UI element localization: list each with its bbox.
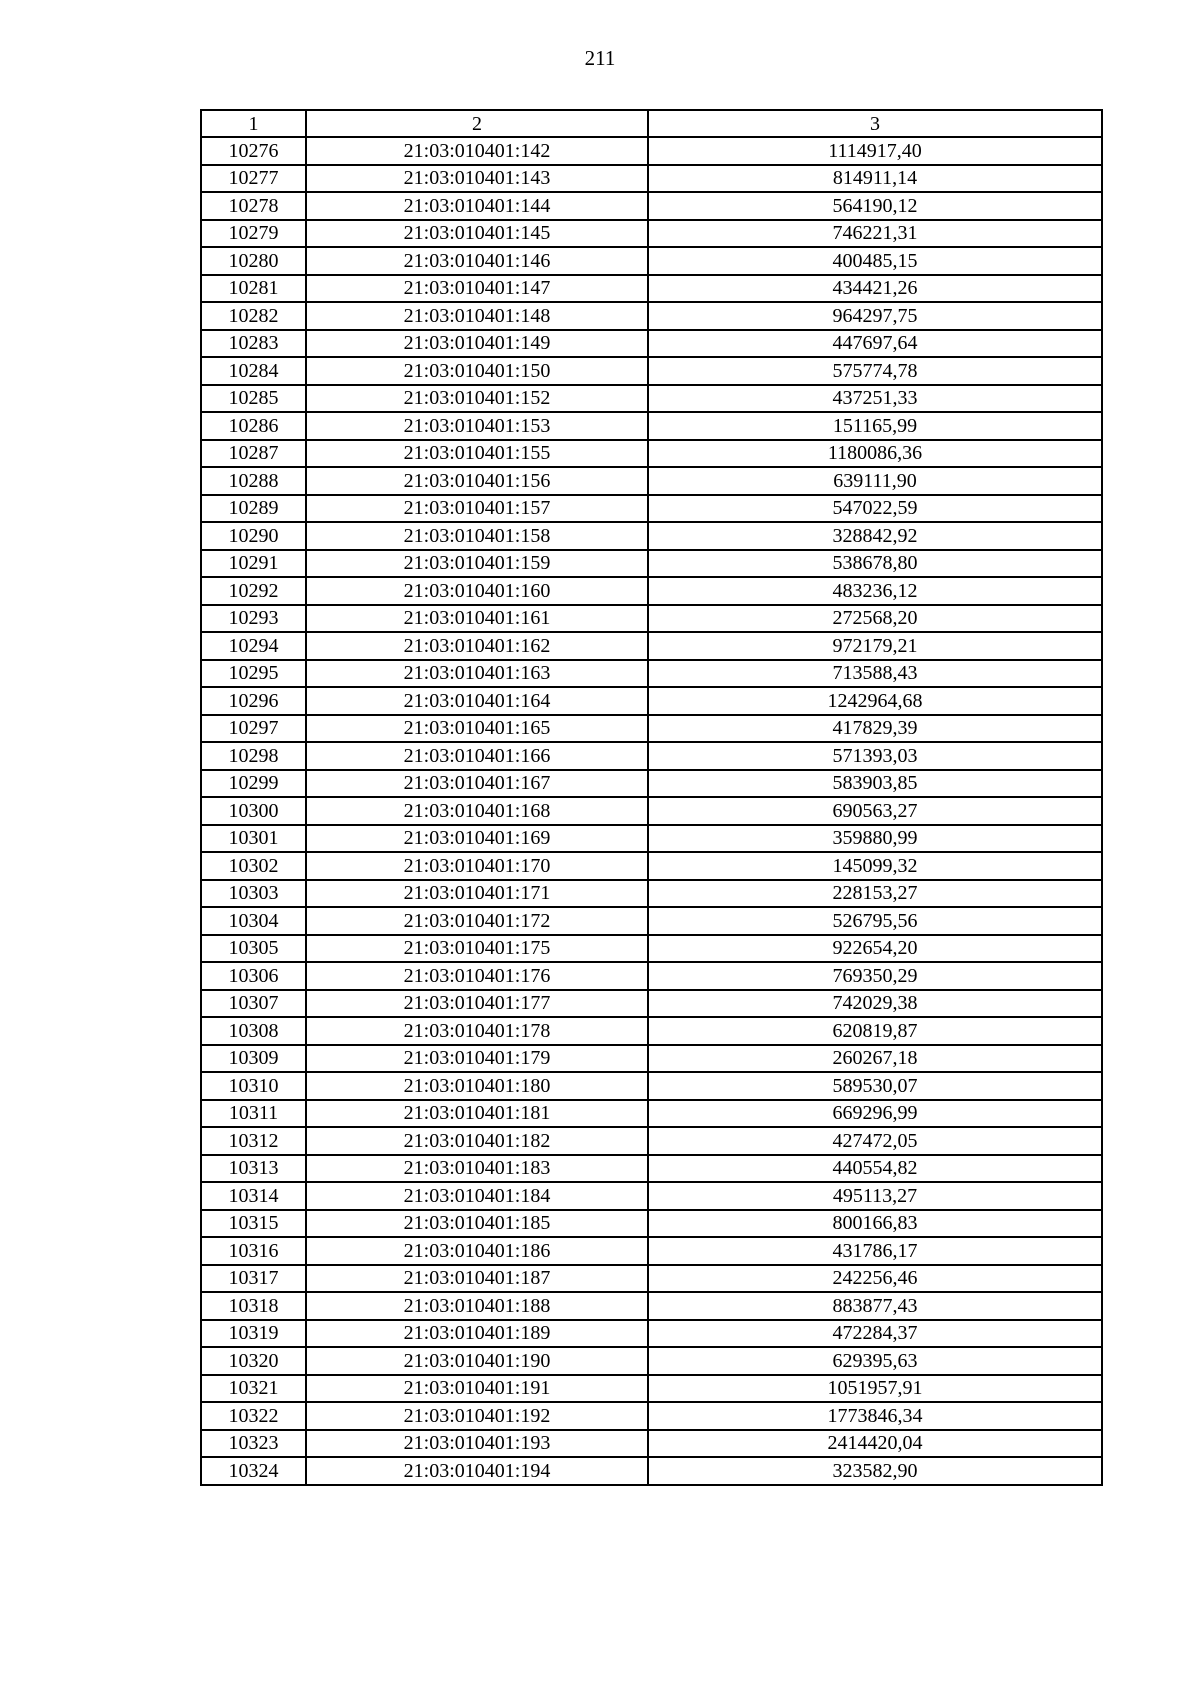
table-row — [201, 1017, 1102, 1045]
table-row — [201, 357, 1102, 385]
row-number-cell: 10283 — [201, 330, 306, 358]
value-cell: 1114917,40 — [648, 137, 1102, 165]
table-row — [201, 1265, 1102, 1293]
value-cell: 483236,12 — [648, 577, 1102, 605]
table-row — [201, 165, 1102, 193]
cadastral-number-cell: 21:03:010401:168 — [306, 797, 648, 825]
row-number-cell: 10280 — [201, 247, 306, 275]
row-number-cell: 10299 — [201, 770, 306, 798]
value-cell: 2414420,04 — [648, 1430, 1102, 1458]
value-cell: 972179,21 — [648, 632, 1102, 660]
cadastral-number-cell: 21:03:010401:146 — [306, 247, 648, 275]
cadastral-number-cell: 21:03:010401:176 — [306, 962, 648, 990]
table-row — [201, 440, 1102, 468]
table-row — [201, 1045, 1102, 1073]
row-number-cell: 10278 — [201, 192, 306, 220]
cadastral-number-cell: 21:03:010401:186 — [306, 1237, 648, 1265]
value-cell: 564190,12 — [648, 192, 1102, 220]
cadastral-number-cell: 21:03:010401:192 — [306, 1402, 648, 1430]
row-number-cell: 10312 — [201, 1127, 306, 1155]
cadastral-number-cell: 21:03:010401:167 — [306, 770, 648, 798]
value-cell: 1051957,91 — [648, 1375, 1102, 1403]
cadastral-number-cell: 21:03:010401:190 — [306, 1347, 648, 1375]
value-cell: 323582,90 — [648, 1457, 1102, 1485]
cadastral-number-cell: 21:03:010401:166 — [306, 742, 648, 770]
value-cell: 746221,31 — [648, 220, 1102, 248]
value-cell: 571393,03 — [648, 742, 1102, 770]
value-cell: 769350,29 — [648, 962, 1102, 990]
table-row — [201, 495, 1102, 523]
value-cell: 639111,90 — [648, 467, 1102, 495]
cadastral-number-cell: 21:03:010401:193 — [306, 1430, 648, 1458]
value-cell: 620819,87 — [648, 1017, 1102, 1045]
table-row — [201, 275, 1102, 303]
row-number-cell: 10295 — [201, 660, 306, 688]
table-row — [201, 1292, 1102, 1320]
table-row — [201, 797, 1102, 825]
value-cell: 800166,83 — [648, 1210, 1102, 1238]
cadastral-number-cell: 21:03:010401:171 — [306, 880, 648, 908]
row-number-cell: 10288 — [201, 467, 306, 495]
value-cell: 583903,85 — [648, 770, 1102, 798]
row-number-cell: 10311 — [201, 1100, 306, 1128]
table-row — [201, 1210, 1102, 1238]
table-row — [201, 660, 1102, 688]
cadastral-number-cell: 21:03:010401:177 — [306, 990, 648, 1018]
row-number-cell: 10286 — [201, 412, 306, 440]
table-row — [201, 1347, 1102, 1375]
table-row — [201, 522, 1102, 550]
table-row — [201, 412, 1102, 440]
value-cell: 629395,63 — [648, 1347, 1102, 1375]
value-cell: 538678,80 — [648, 550, 1102, 578]
table-row — [201, 1155, 1102, 1183]
value-cell: 440554,82 — [648, 1155, 1102, 1183]
table-row — [201, 742, 1102, 770]
value-cell: 575774,78 — [648, 357, 1102, 385]
table-row — [201, 1375, 1102, 1403]
row-number-cell: 10302 — [201, 852, 306, 880]
table-row — [201, 1072, 1102, 1100]
row-number-cell: 10303 — [201, 880, 306, 908]
cadastral-number-cell: 21:03:010401:179 — [306, 1045, 648, 1073]
value-cell: 145099,32 — [648, 852, 1102, 880]
value-cell: 434421,26 — [648, 275, 1102, 303]
cadastral-number-cell: 21:03:010401:153 — [306, 412, 648, 440]
table-row — [201, 1237, 1102, 1265]
value-cell: 1773846,34 — [648, 1402, 1102, 1430]
row-number-cell: 10305 — [201, 935, 306, 963]
row-number-cell: 10279 — [201, 220, 306, 248]
value-cell: 589530,07 — [648, 1072, 1102, 1100]
cadastral-number-cell: 21:03:010401:165 — [306, 715, 648, 743]
cadastral-number-cell: 21:03:010401:183 — [306, 1155, 648, 1183]
row-number-cell: 10314 — [201, 1182, 306, 1210]
cadastral-number-cell: 21:03:010401:182 — [306, 1127, 648, 1155]
value-cell: 427472,05 — [648, 1127, 1102, 1155]
value-cell: 359880,99 — [648, 825, 1102, 853]
row-number-cell: 10308 — [201, 1017, 306, 1045]
row-number-cell: 10316 — [201, 1237, 306, 1265]
row-number-cell: 10277 — [201, 165, 306, 193]
cadastral-number-cell: 21:03:010401:142 — [306, 137, 648, 165]
value-cell: 447697,64 — [648, 330, 1102, 358]
table-row — [201, 550, 1102, 578]
row-number-cell: 10290 — [201, 522, 306, 550]
cadastral-number-cell: 21:03:010401:161 — [306, 605, 648, 633]
table-row — [201, 1100, 1102, 1128]
table-body — [201, 110, 1102, 1485]
row-number-cell: 10319 — [201, 1320, 306, 1348]
row-number-cell: 10313 — [201, 1155, 306, 1183]
cadastral-number-cell: 21:03:010401:149 — [306, 330, 648, 358]
row-number-cell: 10304 — [201, 907, 306, 935]
cadastral-number-cell: 21:03:010401:170 — [306, 852, 648, 880]
value-cell: 547022,59 — [648, 495, 1102, 523]
cadastral-number-cell: 21:03:010401:184 — [306, 1182, 648, 1210]
value-cell: 260267,18 — [648, 1045, 1102, 1073]
table-row — [201, 1457, 1102, 1485]
row-number-cell: 10287 — [201, 440, 306, 468]
value-cell: 242256,46 — [648, 1265, 1102, 1293]
value-cell: 495113,27 — [648, 1182, 1102, 1210]
cadastral-number-cell: 21:03:010401:180 — [306, 1072, 648, 1100]
table-row — [201, 1430, 1102, 1458]
table-row — [201, 907, 1102, 935]
cadastral-number-cell: 21:03:010401:187 — [306, 1265, 648, 1293]
value-cell: 1180086,36 — [648, 440, 1102, 468]
row-number-cell: 10293 — [201, 605, 306, 633]
table-row — [201, 632, 1102, 660]
table-row — [201, 192, 1102, 220]
table-row — [201, 302, 1102, 330]
table-row — [201, 605, 1102, 633]
row-number-cell: 10297 — [201, 715, 306, 743]
row-number-cell: 10298 — [201, 742, 306, 770]
table-header-row — [201, 110, 1102, 137]
cadastral-number-cell: 21:03:010401:162 — [306, 632, 648, 660]
column-header-2: 2 — [306, 110, 648, 137]
table-row — [201, 137, 1102, 165]
cadastral-number-cell: 21:03:010401:185 — [306, 1210, 648, 1238]
row-number-cell: 10296 — [201, 687, 306, 715]
data-table — [200, 109, 1103, 1486]
cadastral-number-cell: 21:03:010401:163 — [306, 660, 648, 688]
value-cell: 713588,43 — [648, 660, 1102, 688]
cadastral-number-cell: 21:03:010401:150 — [306, 357, 648, 385]
cadastral-number-cell: 21:03:010401:158 — [306, 522, 648, 550]
value-cell: 328842,92 — [648, 522, 1102, 550]
cadastral-number-cell: 21:03:010401:152 — [306, 385, 648, 413]
page-number: 211 — [584, 46, 616, 70]
table-row — [201, 1127, 1102, 1155]
value-cell: 228153,27 — [648, 880, 1102, 908]
value-cell: 526795,56 — [648, 907, 1102, 935]
row-number-cell: 10291 — [201, 550, 306, 578]
value-cell: 437251,33 — [648, 385, 1102, 413]
value-cell: 417829,39 — [648, 715, 1102, 743]
row-number-cell: 10285 — [201, 385, 306, 413]
value-cell: 964297,75 — [648, 302, 1102, 330]
table-row — [201, 770, 1102, 798]
row-number-cell: 10323 — [201, 1430, 306, 1458]
column-header-3: 3 — [648, 110, 1102, 137]
table-row — [201, 687, 1102, 715]
value-cell: 883877,43 — [648, 1292, 1102, 1320]
row-number-cell: 10289 — [201, 495, 306, 523]
cadastral-number-cell: 21:03:010401:172 — [306, 907, 648, 935]
row-number-cell: 10300 — [201, 797, 306, 825]
row-number-cell: 10322 — [201, 1402, 306, 1430]
table-row — [201, 247, 1102, 275]
cadastral-number-cell: 21:03:010401:178 — [306, 1017, 648, 1045]
value-cell: 742029,38 — [648, 990, 1102, 1018]
cadastral-number-cell: 21:03:010401:156 — [306, 467, 648, 495]
row-number-cell: 10306 — [201, 962, 306, 990]
table-row — [201, 467, 1102, 495]
row-number-cell: 10310 — [201, 1072, 306, 1100]
cadastral-number-cell: 21:03:010401:157 — [306, 495, 648, 523]
value-cell: 400485,15 — [648, 247, 1102, 275]
value-cell: 814911,14 — [648, 165, 1102, 193]
row-number-cell: 10321 — [201, 1375, 306, 1403]
table-row — [201, 852, 1102, 880]
value-cell: 272568,20 — [648, 605, 1102, 633]
row-number-cell: 10282 — [201, 302, 306, 330]
cadastral-number-cell: 21:03:010401:164 — [306, 687, 648, 715]
row-number-cell: 10284 — [201, 357, 306, 385]
row-number-cell: 10320 — [201, 1347, 306, 1375]
cadastral-number-cell: 21:03:010401:155 — [306, 440, 648, 468]
table-row — [201, 880, 1102, 908]
row-number-cell: 10294 — [201, 632, 306, 660]
row-number-cell: 10301 — [201, 825, 306, 853]
value-cell: 472284,37 — [648, 1320, 1102, 1348]
row-number-cell: 10324 — [201, 1457, 306, 1485]
cadastral-number-cell: 21:03:010401:191 — [306, 1375, 648, 1403]
table-row — [201, 1402, 1102, 1430]
table-row — [201, 1182, 1102, 1210]
table-row — [201, 962, 1102, 990]
value-cell: 151165,99 — [648, 412, 1102, 440]
table-row — [201, 385, 1102, 413]
table-row — [201, 330, 1102, 358]
row-number-cell: 10281 — [201, 275, 306, 303]
cadastral-number-cell: 21:03:010401:169 — [306, 825, 648, 853]
cadastral-number-cell: 21:03:010401:143 — [306, 165, 648, 193]
cadastral-number-cell: 21:03:010401:175 — [306, 935, 648, 963]
row-number-cell: 10315 — [201, 1210, 306, 1238]
value-cell: 1242964,68 — [648, 687, 1102, 715]
cadastral-number-cell: 21:03:010401:145 — [306, 220, 648, 248]
cadastral-number-cell: 21:03:010401:160 — [306, 577, 648, 605]
value-cell: 669296,99 — [648, 1100, 1102, 1128]
table-row — [201, 715, 1102, 743]
table-row — [201, 1320, 1102, 1348]
cadastral-number-cell: 21:03:010401:181 — [306, 1100, 648, 1128]
row-number-cell: 10317 — [201, 1265, 306, 1293]
table-row — [201, 935, 1102, 963]
cadastral-number-cell: 21:03:010401:144 — [306, 192, 648, 220]
table-row — [201, 220, 1102, 248]
cadastral-number-cell: 21:03:010401:189 — [306, 1320, 648, 1348]
cadastral-number-cell: 21:03:010401:188 — [306, 1292, 648, 1320]
value-cell: 922654,20 — [648, 935, 1102, 963]
table-row — [201, 825, 1102, 853]
value-cell: 431786,17 — [648, 1237, 1102, 1265]
cadastral-number-cell: 21:03:010401:194 — [306, 1457, 648, 1485]
row-number-cell: 10307 — [201, 990, 306, 1018]
row-number-cell: 10318 — [201, 1292, 306, 1320]
cadastral-number-cell: 21:03:010401:148 — [306, 302, 648, 330]
cadastral-number-cell: 21:03:010401:159 — [306, 550, 648, 578]
table-row — [201, 577, 1102, 605]
row-number-cell: 10309 — [201, 1045, 306, 1073]
cadastral-number-cell: 21:03:010401:147 — [306, 275, 648, 303]
column-header-1: 1 — [201, 110, 306, 137]
value-cell: 690563,27 — [648, 797, 1102, 825]
row-number-cell: 10276 — [201, 137, 306, 165]
table-row — [201, 990, 1102, 1018]
row-number-cell: 10292 — [201, 577, 306, 605]
